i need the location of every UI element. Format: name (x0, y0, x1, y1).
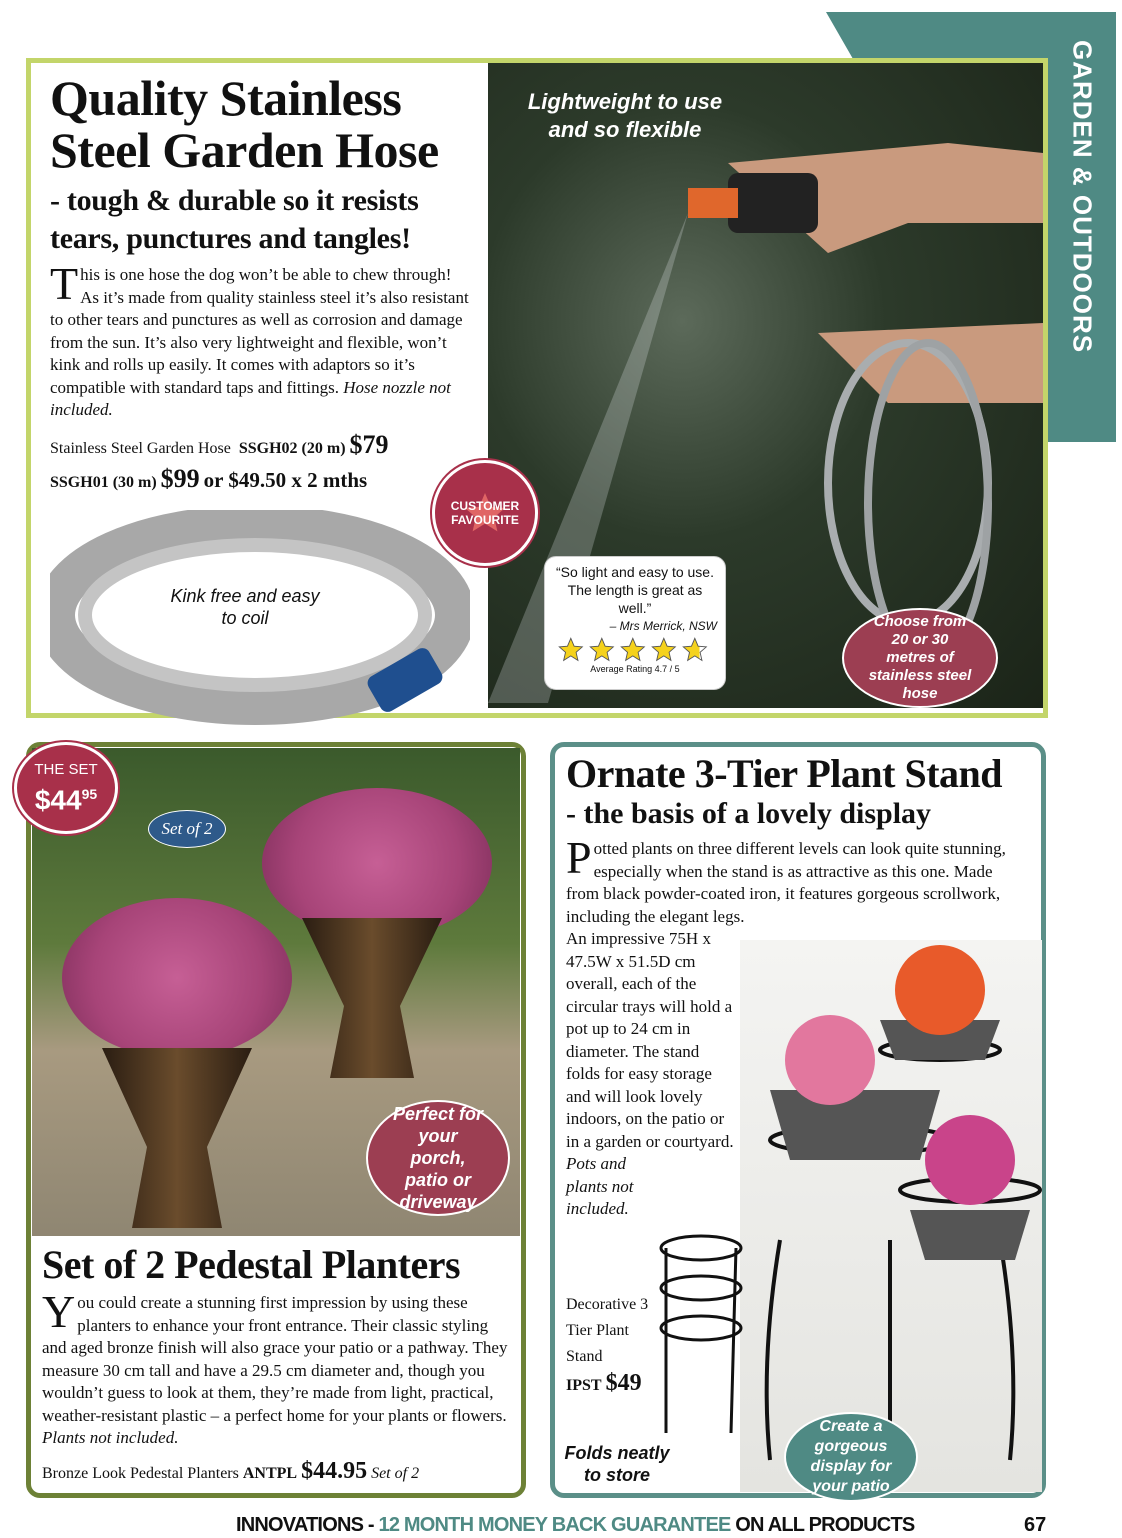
planters-title: Set of 2 Pedestal Planters (42, 1242, 461, 1287)
hose-description: This is one hose the dog won’t be able to chew through! As it’s made from quality stainless steel it’s also resistant to other tears and punctures as well as corrosion and damage from the sun. It’s also very lightweight and flexible, won’t kink and rolls up easily. It comes with adaptors so it’s compatible with standard taps and fittings. Hose nozzle not included. (50, 258, 469, 419)
star-rating (553, 634, 717, 664)
star-icon (590, 638, 613, 660)
set-of-2-label: Set of 2 (148, 810, 226, 848)
plant-stand-details: An impressive 75H x 47.5W x 51.5D cm overall, each of the circular trays will hold a pot up to 24 cm in diameter. The stand folds for easy storage and will look lovely indoors, on the patio or in a garden or courtyard. Pots and plants not included. (566, 929, 734, 1218)
plant-stand-title: Ornate 3-Tier Plant Stand (566, 751, 1003, 796)
review-author: – Mrs Merrick, NSW (609, 619, 717, 633)
plant-stand-subtitle: - the basis of a lovely display (566, 797, 932, 830)
hose-price-info: Stainless Steel Garden Hose SSGH02 (20 m) $79 SSGH01 (30 m) $99 or $49.50 x 2 mths (50, 429, 389, 493)
folds-caption: Folds neatly to store (564, 1443, 670, 1485)
photo-caption: Lightweight to use and so flexible (527, 89, 723, 142)
folded-stand-illustration (656, 1228, 746, 1438)
display-bubble: Create a gorgeous display for your patio (784, 1412, 918, 1502)
star-icon (559, 638, 582, 660)
set-price-badge: THE SET $\$44^{95}$ (14, 742, 118, 834)
star-icon (683, 638, 706, 660)
planters-description: You could create a stunning first impression by using these planters to enhance your front entrance. Their classic styling and aged bronze finish will also grace your patio or a pathway. They measure 30 cm tall and have a 29.5 cm diameter and, though you wouldn’t guess to look at them, they’re made from light, practical, weather-resistant plastic – a perfect home for your plants or flowers. Plants not included. (42, 1286, 508, 1447)
customer-favourite-badge: CUSTOMER FAVOURITE (432, 460, 538, 566)
plant-stand-price-info: Decorative 3 Tier Plant Stand IPST $49 (566, 1296, 649, 1396)
plant-stand-description: Potted plants on three different levels can look quite stunning, especially when the stand is as attractive as this one. Made from black powder-coated iron, it features gorgeous scrollwork, including the elegant legs. (566, 832, 1006, 926)
star-icon (621, 638, 644, 660)
hose-subtitle: - tough & durable so it resists tears, punctures and tangles! (50, 184, 419, 255)
review-quote: “So light and easy to use. The length is great as well.” (556, 564, 714, 616)
review-card (544, 556, 726, 690)
star-icon (652, 638, 675, 660)
planters-price-info: Bronze Look Pedestal Planters ANTPL $44.95 Set of 2 (42, 1457, 420, 1484)
porch-bubble: Perfect for your porch, patio or driveway (366, 1100, 510, 1216)
page-number: 67 (1024, 1514, 1047, 1536)
hose-title: Quality Stainless Steel Garden Hose (50, 70, 439, 178)
footer: INNOVATIONS - 12 MONTH MONEY BACK GUARANTEE ON ALL PRODUCTS (236, 1514, 915, 1536)
coil-caption: Kink free and easy to coil (170, 586, 320, 628)
rating-text: Average Rating 4.7 / 5 (590, 664, 680, 674)
choose-length-bubble: Choose from 20 or 30 metres of stainless steel hose (842, 608, 998, 708)
section-tab-corner (826, 12, 1056, 60)
section-tab-label: GARDEN & OUTDOORS (1067, 40, 1098, 354)
